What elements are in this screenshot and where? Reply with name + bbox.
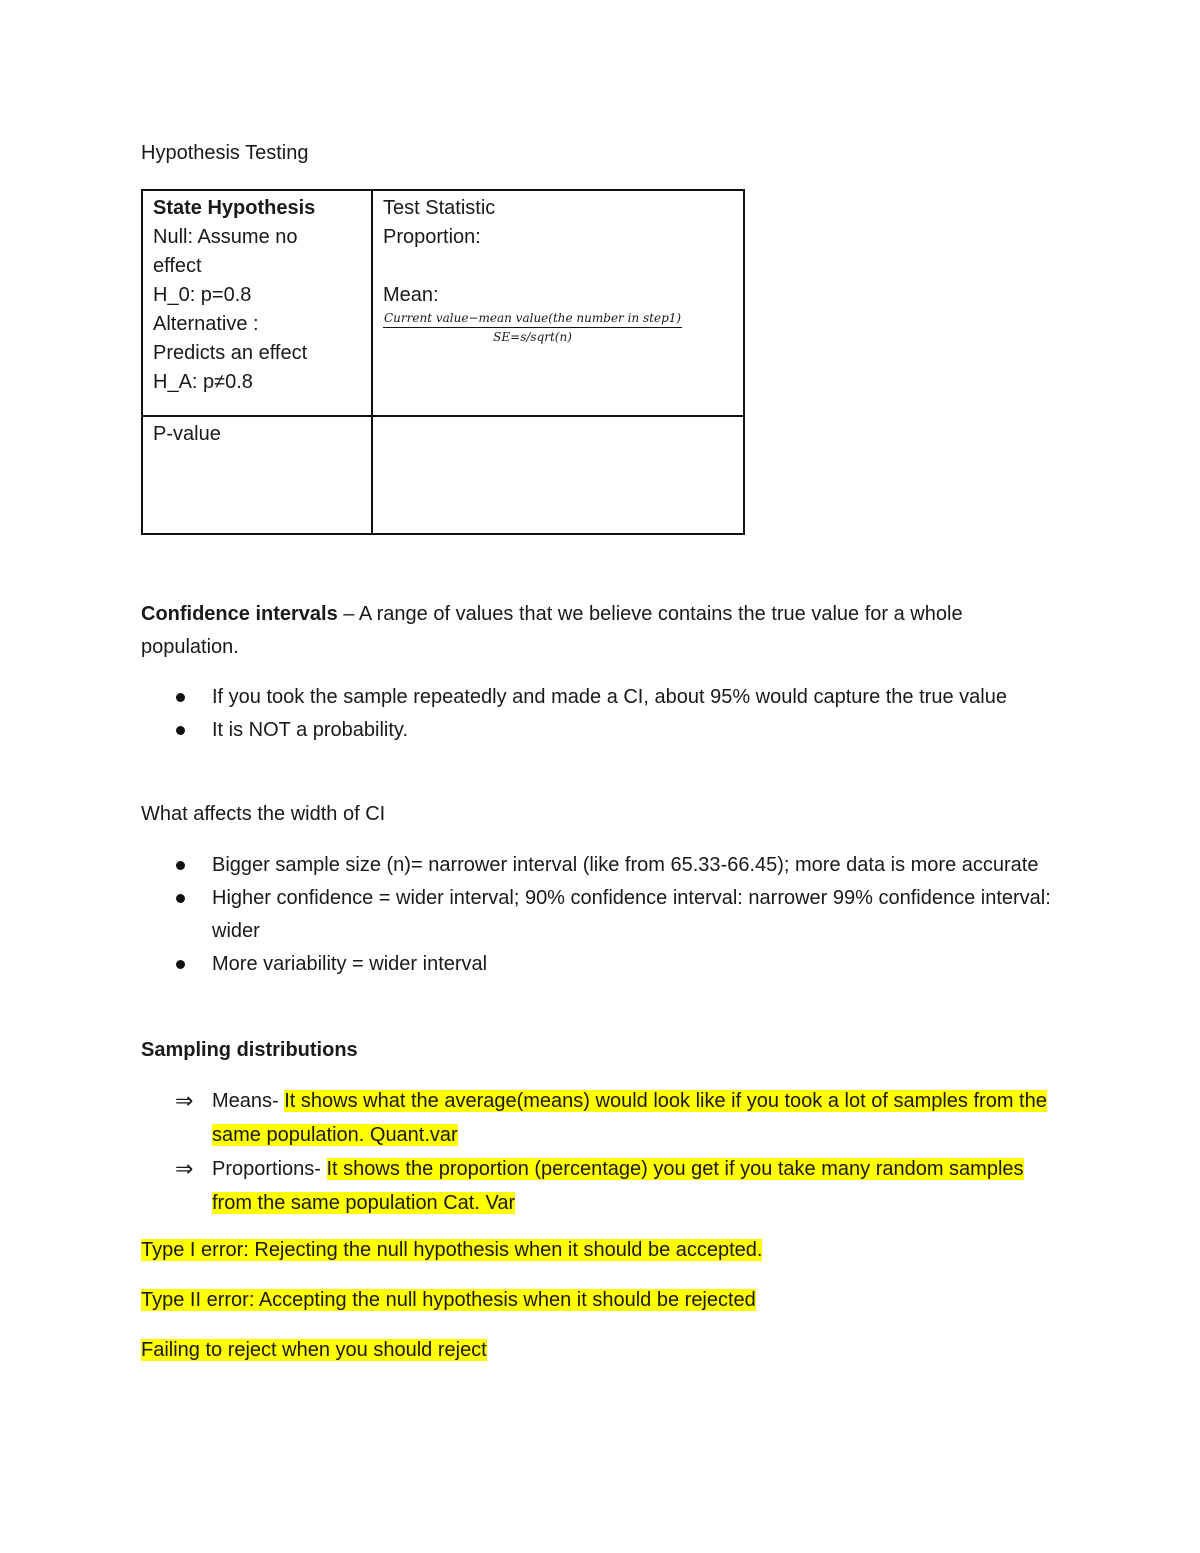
list-item: Higher confidence = wider interval; 90% confidence interval: narrower 99% confidence interval: wider — [141, 882, 1061, 948]
proportions-label: Proportions- — [212, 1158, 327, 1180]
state-line: effect — [153, 255, 202, 277]
test-statistic-heading: Test Statistic — [383, 197, 496, 219]
formula-denominator: SE=s/sqrt(n) — [493, 330, 572, 344]
confidence-interval-definition — [141, 598, 1061, 664]
failing-to-reject: Failing to reject when you should reject — [141, 1339, 487, 1361]
state-line: Alternative : — [153, 313, 259, 335]
list-item — [141, 1084, 1061, 1152]
ci-definition: – A range of values that we believe contains the true value for a whole population. — [141, 603, 963, 658]
means-label: Means- — [212, 1090, 285, 1112]
p-value-cell — [142, 416, 372, 534]
bullet-icon — [176, 861, 185, 870]
document-title: Hypothesis Testing — [141, 142, 309, 164]
ci-term: Confidence intervals — [141, 603, 338, 625]
double-arrow-icon: ⇒ — [175, 1156, 194, 1181]
state-hypothesis-heading: State Hypothesis — [153, 197, 316, 219]
width-bullet-list — [141, 849, 1061, 981]
double-arrow-icon: ⇒ — [175, 1088, 194, 1113]
state-line: H_0: p=0.8 — [153, 284, 252, 306]
ci-bullet-list — [141, 681, 1061, 747]
formula-numerator: Current value−mean value(the number in step1) — [383, 311, 682, 328]
list-item: It is NOT a probability. — [141, 714, 1061, 747]
p-value-label: P-value — [153, 423, 221, 445]
state-line: Predicts an effect — [153, 342, 308, 364]
proportion-label: Proportion: — [383, 226, 481, 248]
state-line: Null: Assume no — [153, 226, 298, 248]
hypothesis-table — [141, 189, 745, 535]
list-item: If you took the sample repeatedly and made a CI, about 95% would capture the true value — [141, 681, 1061, 714]
bullet-icon — [176, 960, 185, 969]
bullet-icon — [176, 693, 185, 702]
width-heading: What affects the width of CI — [141, 803, 386, 825]
list-item — [141, 1152, 1061, 1220]
type-two-error: Type II error: Accepting the null hypothesis when it should be rejected — [141, 1289, 756, 1311]
state-hypothesis-cell — [142, 190, 372, 416]
list-item: Bigger sample size (n)= narrower interval (like from 65.33-66.45); more data is more accurate — [141, 849, 1061, 882]
list-item: More variability = wider interval — [141, 948, 1061, 981]
empty-cell — [372, 416, 744, 534]
bullet-icon — [176, 894, 185, 903]
sampling-list — [141, 1084, 1061, 1220]
mean-formula — [383, 311, 682, 344]
bullet-icon — [176, 726, 185, 735]
proportions-text: It shows the proportion (percentage) you get if you take many random samples from the same population Cat. Var — [212, 1158, 1024, 1214]
type-one-error: Type I error: Rejecting the null hypothesis when it should be accepted. — [141, 1239, 763, 1261]
test-statistic-cell — [372, 190, 744, 416]
state-line: H_A: p≠0.8 — [153, 371, 253, 393]
means-text: It shows what the average(means) would look like if you took a lot of samples from the same population. Quant.var — [212, 1090, 1047, 1146]
sampling-heading: Sampling distributions — [141, 1039, 358, 1061]
mean-label: Mean: — [383, 284, 439, 306]
